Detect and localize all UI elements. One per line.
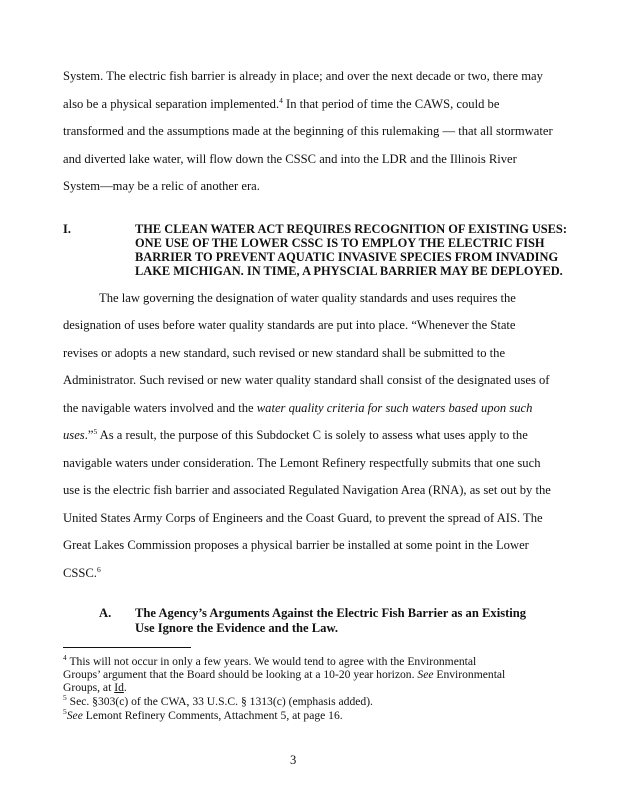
footnote-5: $^5$ Sec. §303(c) of the CWA, 33 U.S.C. § 1313(c) (emphasis added). — [63, 693, 373, 708]
para2-line-2: designation of uses before water quality standards are put into place. “Whenever the State — [63, 318, 516, 332]
heading-1-line-4: LAKE MICHIGAN. IN TIME, A PHYSCIAL BARRIER MAY BE DEPLOYED. — [135, 264, 563, 278]
footnote-separator — [63, 647, 191, 648]
para2-line-7: navigable waters under consideration. The Lemont Refinery respectfully submits that one such — [63, 456, 541, 470]
para2-line-9: United States Army Corps of Engineers and the Coast Guard, to prevent the spread of AIS. The — [63, 511, 543, 525]
footnote-ref-6[interactable]: 6 — [96, 564, 101, 574]
para2-line-1: The law governing the designation of water quality standards and uses requires the — [99, 291, 516, 305]
para2-line-4: Administrator. Such revised or new water quality standard shall consist of the designated uses of — [63, 373, 550, 387]
para2-line-6: uses.”$^5$ As a result, the purpose of this Subdocket C is solely to assess what uses apply to the — [63, 426, 528, 442]
para2-line-11: CSSC.$^6$ — [63, 564, 101, 580]
footnote-ref-4[interactable]: 4 — [279, 95, 283, 105]
heading-a-line-1: The Agency’s Arguments Against the Electric Fish Barrier as an Existing — [135, 606, 527, 620]
para2-line-10: Great Lakes Commission proposes a physical barrier be installed at some point in the Lower — [63, 538, 529, 552]
footnote-4-line-2: Groups’ argument that the Board should be looking at a 10-20 year horizon. See Environmental — [63, 668, 506, 681]
heading-1-line-3: BARRIER TO PREVENT AQUATIC INVASIVE SPECIES FROM INVADING — [135, 250, 559, 264]
heading-1-number: I. — [63, 222, 71, 236]
body-line-3: transformed and the assumptions made at the beginning of this rulemaking — that all stormwater — [63, 124, 553, 138]
para2-line-5: the navigable waters involved and the water quality criteria for such waters based upon such — [63, 401, 533, 415]
body-line-5: System—may be a relic of another era. — [63, 179, 260, 193]
heading-a-number: A. — [99, 606, 112, 620]
page-number: 3 — [290, 753, 297, 767]
footnote-6: $^5$See Lemont Refinery Comments, Attachment 5, at page 16. — [63, 707, 343, 722]
footnote-4-line-3: Groups, at Id. — [63, 681, 127, 694]
heading-1-line-1: THE CLEAN WATER ACT REQUIRES RECOGNITION OF EXISTING USES: — [135, 222, 567, 236]
body-line-1: System. The electric fish barrier is already in place; and over the next decade or two, there may — [63, 69, 543, 83]
footnote-ref-5[interactable]: 5 — [93, 426, 98, 436]
heading-1-line-2: ONE USE OF THE LOWER CSSC IS TO EMPLOY THE ELECTRIC FISH — [135, 236, 545, 250]
para2-line-3: revises or adopts a new standard, such revised or new standard shall be submitted to the — [63, 346, 506, 360]
footnote-4-line-1: $^4$ This will not occur in only a few years. We would tend to agree with the Environmental — [63, 653, 477, 668]
heading-a-line-2: Use Ignore the Evidence and the Law. — [135, 621, 339, 635]
body-line-2: also be a physical separation implemented.$^4$ In that period of time the CAWS, could be — [63, 95, 500, 111]
para2-line-8: use is the electric fish barrier and associated Regulated Navigation Area (RNA), as set out by the — [63, 483, 551, 497]
body-line-4: and diverted lake water, will flow down the CSSC and into the LDR and the Illinois River — [63, 152, 517, 166]
